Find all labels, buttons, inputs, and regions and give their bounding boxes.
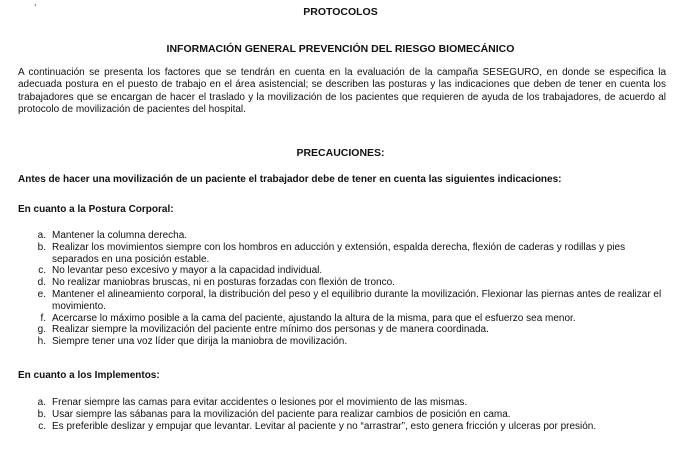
list-item (18, 336, 666, 348)
list-item-text: Mantener la columna derecha. (52, 230, 188, 241)
list-item (18, 289, 666, 313)
list-item (18, 313, 666, 325)
precautions-heading: PRECAUCIONES: (296, 147, 385, 159)
section-title: INFORMACIÓN GENERAL PREVENCIÓN DEL RIESGO BIOMECÁNICO (166, 43, 515, 55)
list-item (18, 242, 666, 266)
posture-list (18, 230, 666, 348)
list-item-text: Es preferible deslizar y empujar que levantar. Levitar al paciente y no “arrastrar”, esto genera fricción y ulceras por presión. (52, 420, 597, 432)
list-letter: a. (37, 397, 46, 408)
list-letter: b. (37, 408, 46, 420)
list-item (18, 277, 666, 289)
intro-paragraph: A continuación se presenta los factores que se tendrán en cuenta en la evaluación de la campaña SESEGURO, en donde se especifica la adecuada postura en el puesto de trabajo en el área asistencial; se describen las posturas y las indicaciones que deben de tener en cuenta los trabajadores que se encargan de hacer el traslado y la movilización de los pacientes que requieren de ayuda de los trabajadores, de acuerdo al protocolo de movilización de pacientes del hospital. (18, 67, 666, 115)
list-letter: c. (38, 420, 46, 432)
posture-heading: En cuanto a la Postura Corporal: (18, 204, 174, 215)
list-item-text: Usar siempre las sábanas para la movilización del paciente para realizar cambios de posición en cama. (52, 408, 511, 420)
list-item-text: Realizar siempre la movilización del paciente entre mínimo dos personas y de manera coordinada. (52, 324, 489, 336)
list-letter: h. (37, 336, 46, 348)
list-item-text: Realizar los movimientos siempre con los hombros en aducción y extensión, espalda derecha, flexión de caderas y rodillas y pies separados en una posición estable. (52, 241, 626, 265)
implements-list (18, 397, 666, 432)
list-item-text: No levantar peso excesivo y mayor a la capacidad individual. (52, 265, 323, 277)
list-letter: e. (37, 288, 46, 300)
list-item (18, 230, 666, 242)
list-letter: b. (37, 241, 46, 253)
list-letter: c. (38, 265, 46, 277)
implements-heading: En cuanto a los Implementos: (18, 370, 160, 381)
page-title: PROTOCOLOS (303, 6, 378, 18)
list-item (18, 265, 666, 277)
list-item-text: No realizar maniobras bruscas, ni en posturas forzadas con flexión de tronco. (52, 277, 395, 289)
list-item-text: Frenar siempre las camas para evitar accidentes o lesiones por el movimiento de las mismas. (52, 397, 468, 408)
list-item-text: Acercarse lo máximo posible a la cama del paciente, ajustando la altura de la misma, para que el esfuerzo sea menor. (52, 312, 576, 324)
precautions-lead: Antes de hacer una movilización de un paciente el trabajador debe de tener en cuenta las siguientes indicaciones: (18, 174, 562, 185)
list-letter: g. (37, 324, 46, 336)
list-letter: a. (37, 230, 46, 241)
list-item-text: Siempre tener una voz líder que dirija la maniobra de movilización. (52, 336, 348, 348)
list-item (18, 397, 666, 409)
list-letter: d. (37, 277, 46, 289)
corner-mark: , (34, 0, 37, 7)
list-item (18, 409, 666, 421)
list-item-text: Mantener el alineamiento corporal, la distribución del peso y el equilibrio durante la movilización. Flexionar las piernas antes de realizar el movimiento. (52, 288, 662, 312)
list-letter: f. (40, 312, 46, 324)
list-item (18, 324, 666, 336)
list-item (18, 421, 666, 433)
